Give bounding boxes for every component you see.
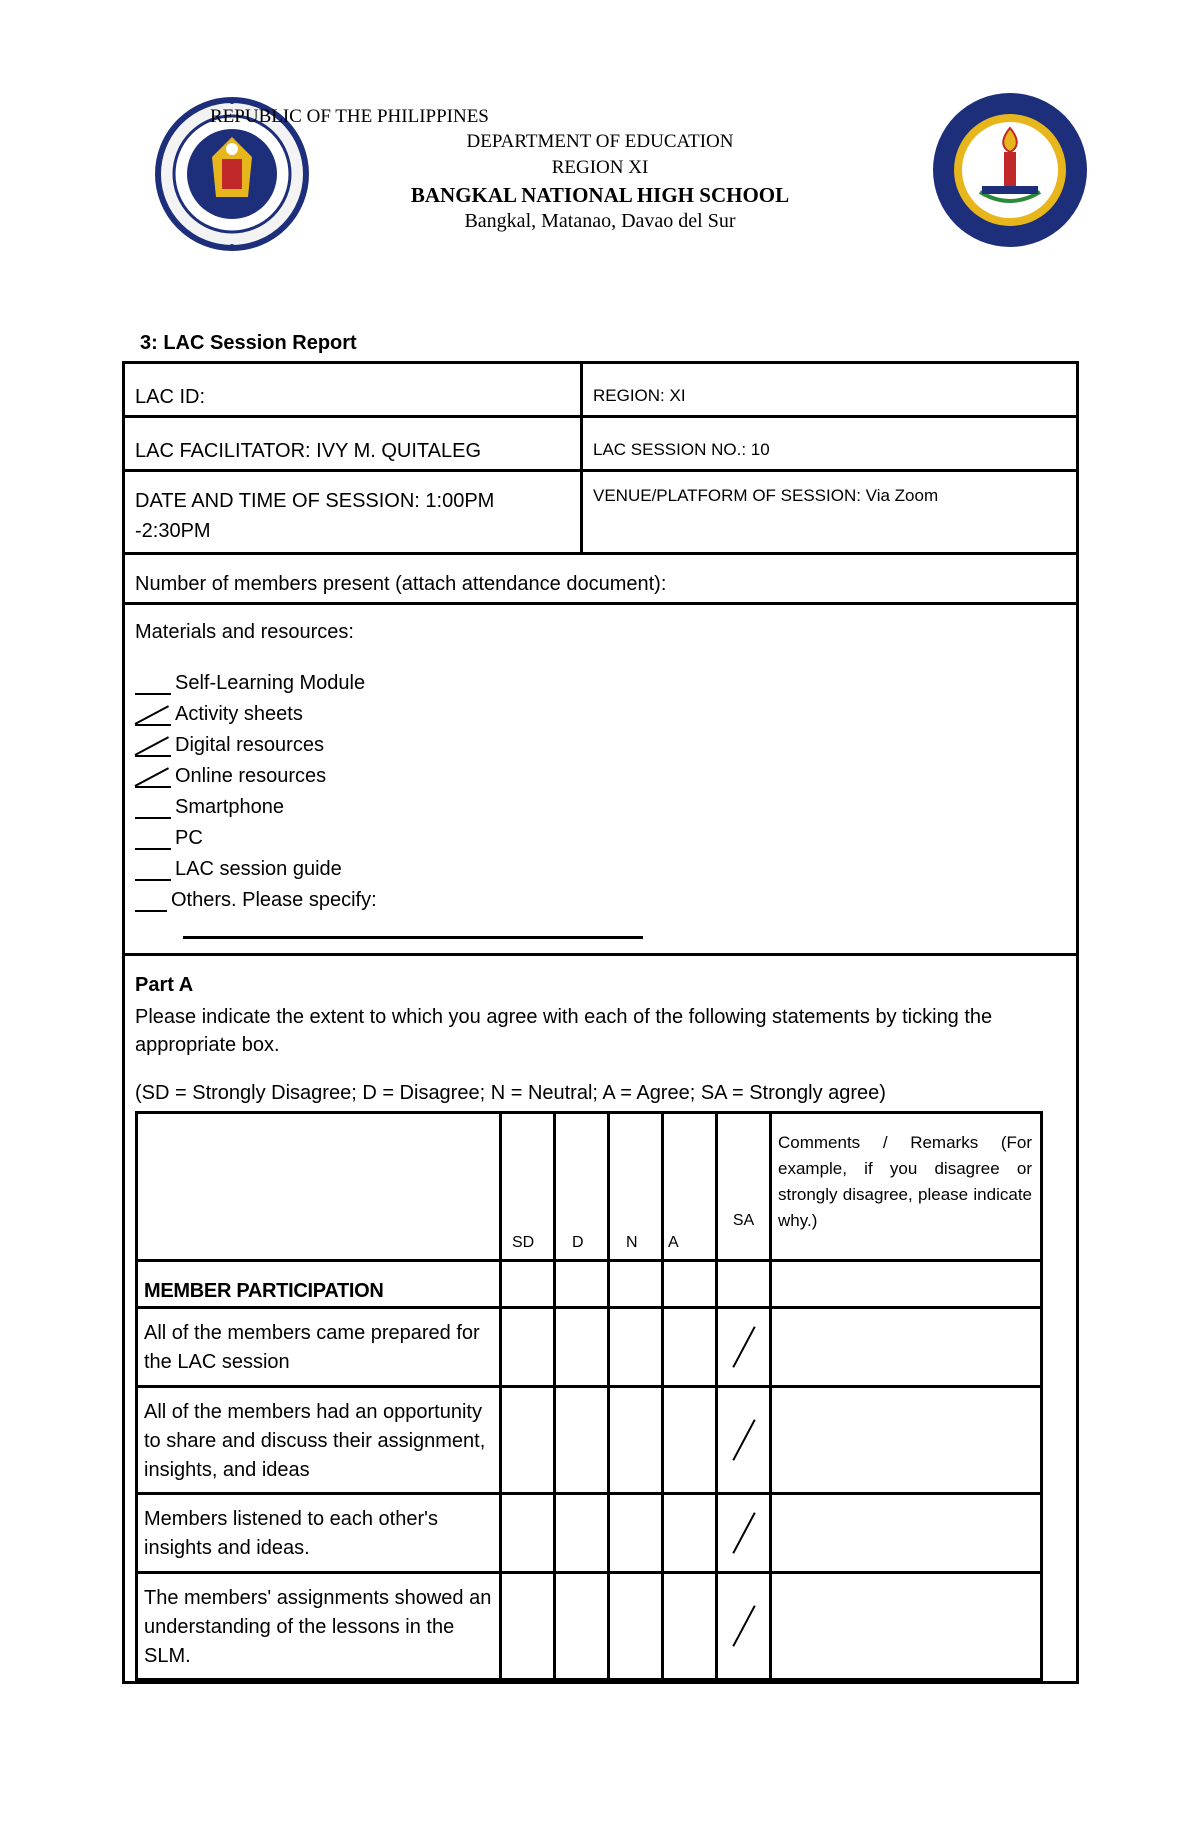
blank-checkbox-line[interactable] xyxy=(135,859,171,881)
rating-box-n[interactable] xyxy=(609,1573,663,1680)
checked-mark-icon[interactable] xyxy=(135,704,171,726)
rating-box-sd[interactable] xyxy=(501,1494,555,1573)
material-item[interactable] xyxy=(135,885,1066,916)
lac-form-table xyxy=(122,361,1079,1684)
scale-sa-header xyxy=(717,1113,771,1261)
lac-id-label: LAC ID: xyxy=(135,386,206,408)
material-item[interactable] xyxy=(135,823,1066,854)
statement-text: The members' assignments showed an understanding of the lessons in the SLM. xyxy=(144,1587,492,1667)
tick-mark-icon xyxy=(718,1574,769,1678)
session-no-label: LAC SESSION NO.: 10 xyxy=(593,440,770,459)
materials-checklist xyxy=(135,668,1066,916)
rating-box-d[interactable] xyxy=(555,1573,609,1680)
material-item[interactable] xyxy=(135,730,1066,761)
header-department: DEPARTMENT OF EDUCATION xyxy=(466,131,734,152)
session-no-cell[interactable] xyxy=(582,417,1078,471)
region-cell[interactable] xyxy=(582,363,1078,417)
material-item-label: Online resources xyxy=(175,765,327,787)
rating-box-d[interactable] xyxy=(555,1308,609,1387)
section-member-participation xyxy=(137,1261,501,1308)
rating-legend: (SD = Strongly Disagree; D = Disagree; N = Neutral; A = Agree; SA = Strongly agree) xyxy=(135,1082,886,1104)
material-item-label: Self-Learning Module xyxy=(175,672,366,694)
scale-n-header xyxy=(609,1113,663,1261)
rating-box-sa[interactable] xyxy=(717,1308,771,1387)
rating-box-a[interactable] xyxy=(663,1308,717,1387)
rating-box-sa[interactable] xyxy=(717,1573,771,1680)
statement-header-cell xyxy=(137,1113,501,1261)
rating-box-sd[interactable] xyxy=(501,1573,555,1680)
date-time-label: DATE AND TIME OF SESSION: 1:00PM -2:30PM xyxy=(135,490,495,542)
facilitator-cell[interactable] xyxy=(124,417,582,471)
rating-box-a[interactable] xyxy=(663,1573,717,1680)
statement-cell xyxy=(137,1494,501,1573)
venue-label: VENUE/PLATFORM OF SESSION: Via Zoom xyxy=(593,486,939,505)
rating-box-sd[interactable] xyxy=(501,1308,555,1387)
header-address: Bangkal, Matanao, Davao del Sur xyxy=(464,210,736,232)
rating-box-d[interactable] xyxy=(555,1387,609,1494)
part-a-cell xyxy=(124,955,1078,1683)
material-item-label: Digital resources xyxy=(175,734,324,756)
material-item-label: Smartphone xyxy=(175,796,284,818)
material-item-label: Others. Please specify: xyxy=(171,889,377,911)
blank-checkbox-line[interactable] xyxy=(135,673,171,695)
header-school-name: BANGKAL NATIONAL HIGH SCHOOL xyxy=(410,183,790,207)
rating-box-a[interactable] xyxy=(663,1494,717,1573)
material-item[interactable] xyxy=(135,854,1066,885)
comments-cell[interactable] xyxy=(771,1573,1042,1680)
comments-cell[interactable] xyxy=(771,1494,1042,1573)
materials-cell xyxy=(124,604,1078,955)
scale-d-label: D xyxy=(572,1234,584,1251)
scale-sa-label: SA xyxy=(732,1212,755,1229)
statement-cell xyxy=(137,1308,501,1387)
scale-n-label: N xyxy=(626,1234,638,1251)
material-item[interactable] xyxy=(135,761,1066,792)
tick-mark-icon xyxy=(718,1388,769,1492)
comments-cell[interactable] xyxy=(771,1387,1042,1494)
comments-cell[interactable] xyxy=(771,1308,1042,1387)
rating-box-n[interactable] xyxy=(609,1494,663,1573)
region-label: REGION: XI xyxy=(593,386,686,405)
table-row xyxy=(137,1494,1042,1573)
report-title: 3: LAC Session Report xyxy=(140,332,357,354)
date-time-cell[interactable] xyxy=(124,471,582,554)
section-label: MEMBER PARTICIPATION xyxy=(144,1280,384,1302)
material-item[interactable] xyxy=(135,792,1066,823)
statement-text: All of the members had an opportunity to share and discuss their assignment, insights, and ideas xyxy=(144,1401,486,1481)
rating-table xyxy=(135,1111,1043,1681)
tick-mark-icon xyxy=(718,1495,769,1571)
rating-box-a[interactable] xyxy=(663,1387,717,1494)
scale-sd-label: SD xyxy=(512,1234,535,1251)
lac-id-cell[interactable] xyxy=(124,363,582,417)
rating-box-n[interactable] xyxy=(609,1387,663,1494)
part-a-title: Part A xyxy=(135,974,194,996)
facilitator-label: LAC FACILITATOR: IVY M. QUITALEG xyxy=(135,440,482,462)
scale-d-header xyxy=(555,1113,609,1261)
header-region: REGION XI xyxy=(551,157,649,178)
checked-mark-icon[interactable] xyxy=(135,735,171,757)
scale-a-label: A xyxy=(668,1234,679,1251)
rating-box-sd[interactable] xyxy=(501,1387,555,1494)
rating-box-sa[interactable] xyxy=(717,1494,771,1573)
material-item-label: LAC session guide xyxy=(175,858,342,880)
statement-cell xyxy=(137,1387,501,1494)
blank-checkbox-line[interactable] xyxy=(135,797,171,819)
comments-header-text: Comments / Remarks (For example, if you disagree or strongly disagree, please indicate why.) xyxy=(778,1133,1032,1230)
blank-checkbox-line[interactable] xyxy=(135,890,167,912)
statement-cell xyxy=(137,1573,501,1680)
table-row xyxy=(137,1387,1042,1494)
rating-box-n[interactable] xyxy=(609,1308,663,1387)
statement-text: All of the members came prepared for the LAC session xyxy=(144,1322,480,1373)
blank-checkbox-line[interactable] xyxy=(135,828,171,850)
scale-a-header xyxy=(663,1113,717,1261)
others-specify-line[interactable] xyxy=(183,936,643,939)
material-item[interactable] xyxy=(135,699,1066,730)
materials-label: Materials and resources: xyxy=(135,621,354,643)
material-item-label: Activity sheets xyxy=(175,703,303,725)
scale-sd-header xyxy=(501,1113,555,1261)
venue-cell[interactable] xyxy=(582,471,1078,554)
table-row xyxy=(137,1308,1042,1387)
header-republic: REPUBLIC OF THE PHILIPPINES xyxy=(210,106,489,127)
comments-header xyxy=(771,1113,1042,1261)
members-present-cell[interactable] xyxy=(124,554,1078,604)
rating-box-sa[interactable] xyxy=(717,1387,771,1494)
material-item[interactable] xyxy=(135,668,1066,699)
members-present-label: Number of members present (attach attendance document): xyxy=(135,573,667,595)
table-row xyxy=(137,1573,1042,1680)
statement-text: Members listened to each other's insights and ideas. xyxy=(144,1508,438,1559)
material-item-label: PC xyxy=(175,827,203,849)
checked-mark-icon[interactable] xyxy=(135,766,171,788)
tick-mark-icon xyxy=(718,1309,769,1385)
rating-box-d[interactable] xyxy=(555,1494,609,1573)
part-a-instruction: Please indicate the extent to which you agree with each of the following statements by ticking the appropriate box. xyxy=(135,1006,993,1056)
